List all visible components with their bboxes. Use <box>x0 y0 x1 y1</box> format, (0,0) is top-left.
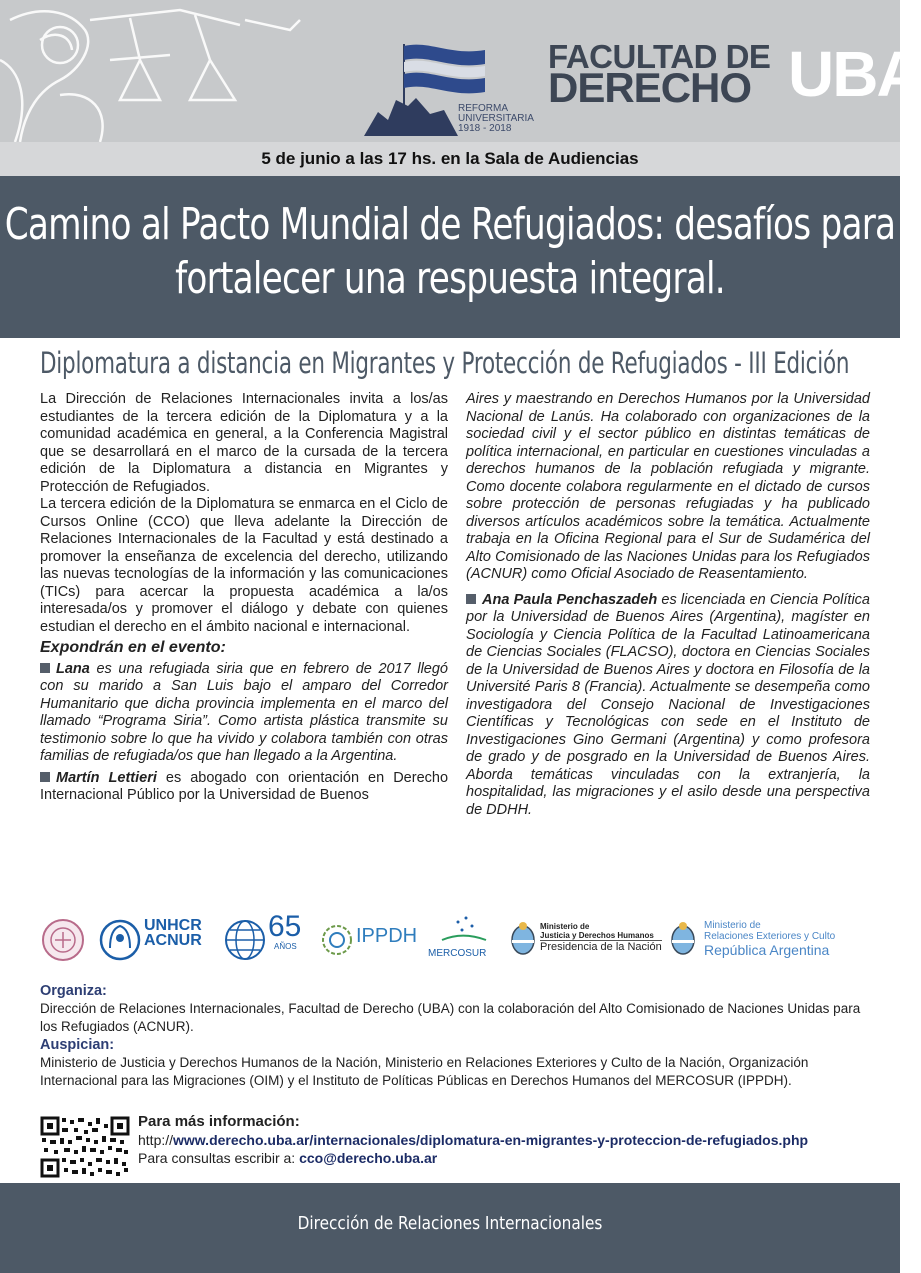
speaker-lettieri <box>40 770 448 805</box>
speaker-name: Ana Paula Penchaszadeh <box>482 591 658 608</box>
qr-code-icon <box>40 1116 130 1178</box>
event-title <box>0 176 900 306</box>
justicia-line1: Ministerio de <box>540 922 590 931</box>
cco-paragraph: La tercera edición de la Diplomatura se enmarca en el Ciclo de Cursos Online (CCO) que lleva adelante la Dirección de Relaciones Internacionales de la Facultad y está destinado a promover la enseñanza de excelencia del derecho, utilizando las nuevas tecnologías de la información y las comunicaciones (TICs) para acercar la propuesta académica a la/os interesada/os y promover el diálogo y debate con quienes estudian el derecho en el ámbito nacional e internacional. <box>40 496 448 635</box>
title-band <box>0 176 900 338</box>
argentina-shield-icon <box>508 912 538 968</box>
rree-line2: Relaciones Exteriores y Culto <box>704 931 836 942</box>
credits <box>40 982 870 1090</box>
justicia-line3: Presidencia de la Nación <box>540 941 662 953</box>
oim-number: 65 <box>268 910 302 943</box>
oim-globe-icon <box>222 912 268 968</box>
rree-line3: República Argentina <box>704 942 830 958</box>
more-info-url-line <box>138 1131 808 1149</box>
speaker-lana <box>40 661 448 766</box>
oim-65-text <box>268 912 301 952</box>
unhcr-logo-text <box>144 918 202 948</box>
footer-band <box>0 1183 900 1273</box>
mercosur-stars-icon <box>436 912 490 968</box>
uba-logo-text: UBA <box>788 38 921 110</box>
lettieri-bio-continued: Aires y maestrando en Derechos Humanos por la Universidad Nacional de Lanús. Ha colaborado con organizaciones de la sociedad civil y el sector público en distintas temáticas de política internacional, en particular en cuestiones vinculadas a derechos humanos de la población refugiada y migrante. Como docente colabora regularmente en el dictado de cursos sobre protección de personas refugiadas y ha publicado diversos artículos académicos sobre la temática. Actualmente trabaja en la Oficina Regional para el Sur de Sudamérica del Alto Comisionado de las Naciones Unidas para los Refugiados (ACNUR) como Oficial Asociado de Reasentamiento. <box>466 391 870 582</box>
contact-line <box>138 1149 808 1167</box>
organiza-label: Organiza: <box>40 983 107 999</box>
speaker-bio: es una refugiada siria que en febrero de 2017 llegó con su marido a San Luis bajo el amparo del Corredor Humanitario que dicha provincia implementa en el marco del llamado “Programa Siria”. Como artista plástica transmite su testimonio sobre lo que ha vivido y colabora también con otras familias de refugiada/os que han llegado a la Argentina. <box>40 660 448 764</box>
unhcr-line1: UNHCR <box>144 917 202 934</box>
diplomatura-link[interactable]: www.derecho.uba.ar/internacionales/diplomatura-en-migrantes-y-proteccion-de-refugiados.php <box>173 1132 809 1148</box>
footer-text: Dirección de Relaciones Internacionales <box>297 1213 603 1234</box>
speaker-penchaszadeh <box>466 592 870 820</box>
bullet-square-icon <box>40 663 50 673</box>
date-line: 5 de junio a las 17 hs. en la Sala de Audiencias <box>0 142 900 176</box>
more-info-label: Para más información: <box>138 1113 300 1130</box>
mercosur-logo-text: MERCOSUR <box>428 948 487 959</box>
justicia-line2: Justicia y Derechos Humanos <box>540 931 654 940</box>
event-title-line1: Camino al Pacto Mundial de Refugiados: desafíos para <box>4 199 896 250</box>
header <box>0 0 921 142</box>
facultad-line1: FACULTAD DE <box>548 38 771 75</box>
unhcr-emblem-icon <box>98 912 142 968</box>
reforma-line: 1918 - 2018 <box>458 123 512 134</box>
contact-prefix: Para consultas escribir a: <box>138 1150 300 1166</box>
unhcr-line2: ACNUR <box>144 932 202 949</box>
left-column <box>40 391 448 809</box>
sponsor-logos <box>36 912 876 968</box>
justice-statue-illustration <box>0 0 300 142</box>
ippdh-logo-text: IPPDH <box>356 925 418 947</box>
bullet-square-icon <box>466 594 476 604</box>
contact-email-link[interactable]: cco@derecho.uba.ar <box>299 1150 438 1166</box>
organiza-text: Dirección de Relaciones Internacionales, Facultad de Derecho (UBA) con la colaboración del Alto Comisionado de Naciones Unidas para los Refugiados (ACNUR). <box>40 1001 861 1034</box>
reforma-line: REFORMA <box>458 103 508 114</box>
reforma-text <box>458 104 534 134</box>
auspician-label: Auspician: <box>40 1037 115 1053</box>
more-info <box>138 1113 808 1167</box>
justicia-logo-text <box>540 922 662 954</box>
uba-seal-icon <box>40 912 86 968</box>
argentina-shield-icon <box>668 912 698 968</box>
facultad-line2: DERECHO <box>548 64 752 111</box>
intro-paragraph: La Dirección de Relaciones Internacionales invita a los/as estudiantes de la tercera edición de la Diplomatura y a la comunidad académica en general, a la Conferencia Magistral que se desarrollará en el marco de la cursada de la tercera edición de la Diplomatura a distancia en Migrantes y Protección de Refugiados. <box>40 391 448 495</box>
ippdh-circle-icon <box>320 912 354 968</box>
event-title-line2: fortalecer una respuesta integral. <box>175 253 725 304</box>
reforma-line: UNIVERSITARIA <box>458 113 534 124</box>
expondran-heading: Expondrán en el evento: <box>40 639 226 656</box>
url-prefix: http:// <box>138 1132 174 1148</box>
oim-sub: AÑOS <box>274 942 297 951</box>
rree-logo-text <box>704 920 835 958</box>
speaker-name: Lana <box>56 660 90 677</box>
bullet-square-icon <box>40 772 50 782</box>
rree-line1: Ministerio de <box>704 920 761 931</box>
speaker-bio: es abogado con orientación en Derecho Internacional Público por la Universidad de Buenos <box>40 769 449 803</box>
diplomatura-subtitle: Diplomatura a distancia en Migrantes y Protección de Refugiados - III Edición <box>40 346 850 380</box>
right-column <box>466 391 870 819</box>
speaker-name: Martín Lettieri <box>56 769 157 786</box>
auspician-text: Ministerio de Justicia y Derechos Humanos de la Nación, Ministerio en Relaciones Exteriores y Culto de la Nación, Organización Internacional para las Migraciones (OIM) y el Instituto de Políticas Públicas en Derechos Humanos del MERCOSUR (IPPDH). <box>40 1055 809 1088</box>
speaker-bio: es licenciada en Ciencia Política por la Universidad de Buenos Aires (Argentina), magíster en Sociología y Ciencia Política de la Facultad Latinoamericana de Ciencias Sociales (FLACSO), doctora en Ciencias Sociales de la Universidad de Buenos Aires y doctora en Filosofía de la Université Paris 8 (Francia). Actualmente se desempeña como investigadora del Consejo Nacional de Investigaciones Científicas y Tecnológicas con sede en el Instituto de Investigaciones Gino Germani (Argentina) y como profesora de grado y de posgrado en la Universidad de Buenos Aires. Aborda temáticas vinculadas con la extranjería, la hospitalidad, las migraciones y el asilo desde una perspectiva de DDHH. <box>466 591 870 818</box>
